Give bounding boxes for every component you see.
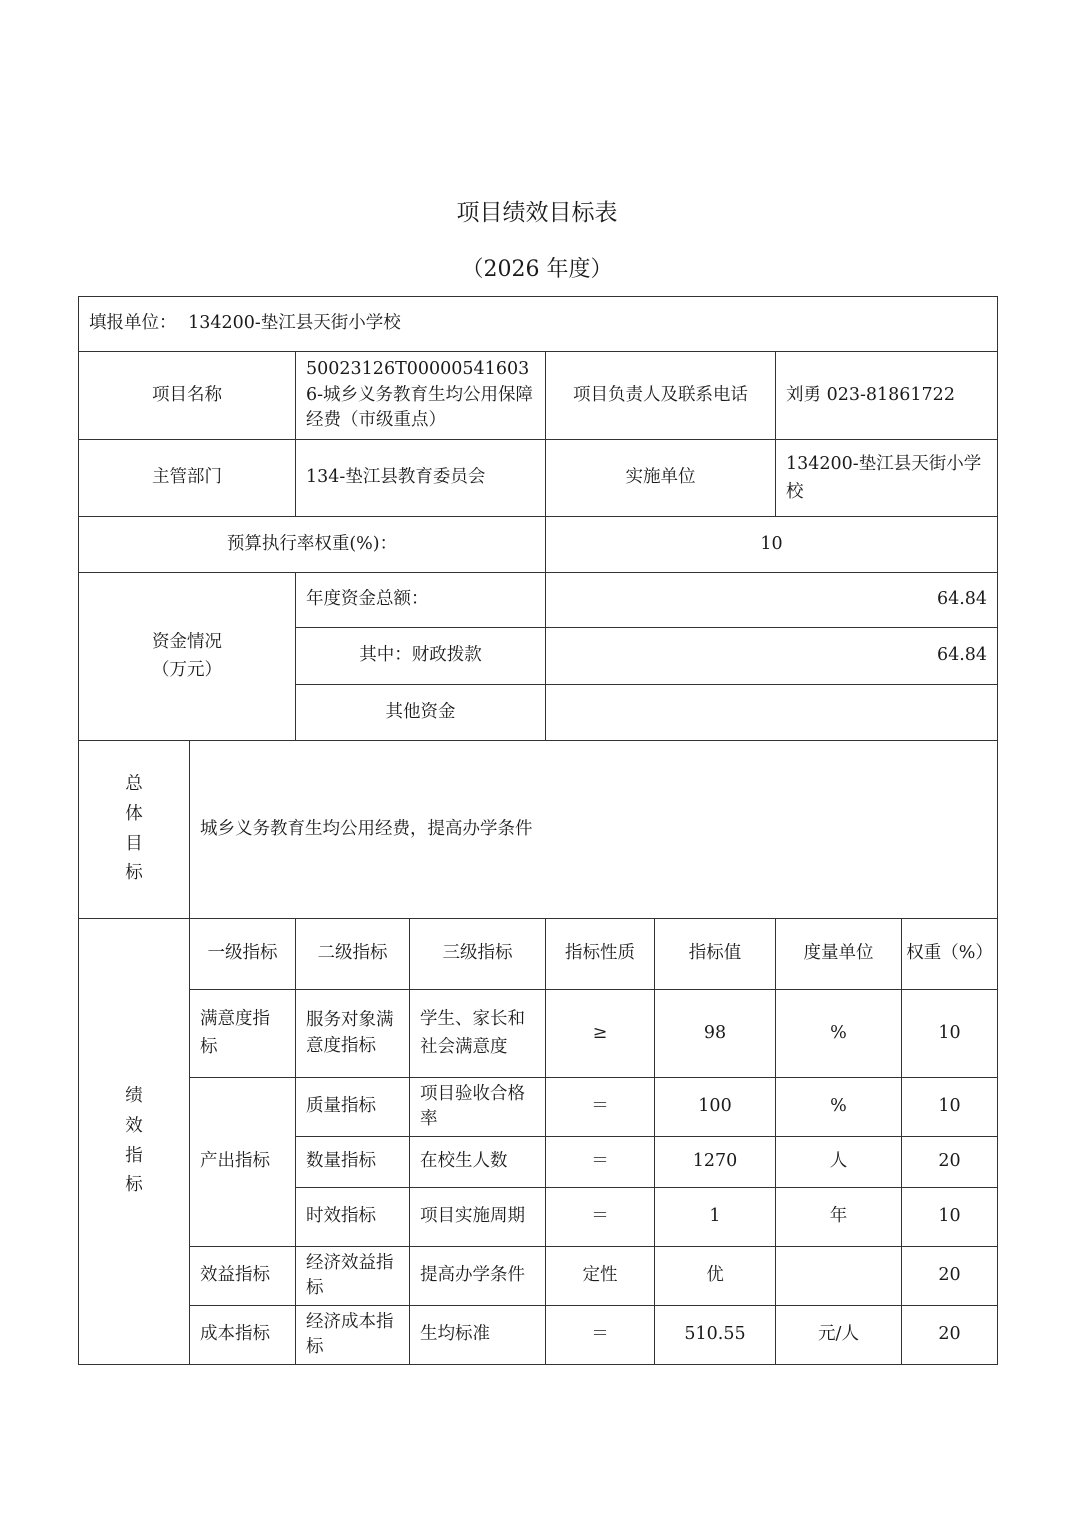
impl-unit-value: 134200-垫江县天街小学校 bbox=[776, 440, 998, 517]
indicator-unit: 元/人 bbox=[776, 1306, 902, 1365]
project-name-row bbox=[79, 352, 998, 440]
indicator-nature: ＝ bbox=[546, 1078, 655, 1137]
indicator-level3: 在校生人数 bbox=[410, 1137, 546, 1188]
overall-goal-row bbox=[79, 741, 998, 919]
funds-total-value: 64.84 bbox=[546, 573, 998, 628]
indicator-value: 优 bbox=[655, 1247, 776, 1306]
indicator-level2: 服务对象满意度指标 bbox=[296, 990, 410, 1078]
funds-total-row bbox=[79, 573, 998, 628]
indicators-label-char: 标 bbox=[125, 1175, 143, 1196]
indicators-label bbox=[79, 919, 190, 1365]
indicator-weight: 20 bbox=[902, 1247, 998, 1306]
project-contact-value: 刘勇 023-81861722 bbox=[776, 352, 998, 440]
indicator-row bbox=[79, 1078, 998, 1137]
indicator-unit: 年 bbox=[776, 1188, 902, 1247]
funds-label: 资金情况 bbox=[152, 632, 222, 653]
report-unit-value: 134200-垫江县天街小学校 bbox=[188, 313, 401, 334]
indicators-label-char: 指 bbox=[125, 1145, 143, 1166]
group-cost: 成本指标 bbox=[190, 1306, 296, 1365]
performance-target-table bbox=[78, 296, 998, 1365]
indicator-nature: ＝ bbox=[546, 1306, 655, 1365]
budget-rate-label: 预算执行率权重(%)： bbox=[79, 517, 546, 573]
overall-goal-label bbox=[79, 741, 190, 919]
indicator-level3: 项目实施周期 bbox=[410, 1188, 546, 1247]
dept-label: 主管部门 bbox=[79, 440, 296, 517]
header-level2: 二级指标 bbox=[296, 919, 410, 990]
funds-other-value bbox=[546, 685, 998, 741]
indicator-level2: 质量指标 bbox=[296, 1078, 410, 1137]
report-unit-row bbox=[79, 297, 998, 352]
budget-rate-value: 10 bbox=[546, 517, 998, 573]
indicator-level3: 生均标准 bbox=[410, 1306, 546, 1365]
header-nature: 指标性质 bbox=[546, 919, 655, 990]
indicator-unit: 人 bbox=[776, 1137, 902, 1188]
indicator-header-row bbox=[79, 919, 998, 990]
funds-other-label: 其他资金 bbox=[296, 685, 546, 741]
report-unit-cell bbox=[79, 297, 998, 352]
project-contact-label: 项目负责人及联系电话 bbox=[546, 352, 776, 440]
indicator-nature: 定性 bbox=[546, 1247, 655, 1306]
indicator-row bbox=[79, 1247, 998, 1306]
header-weight: 权重（%） bbox=[902, 919, 998, 990]
indicator-value: 1 bbox=[655, 1188, 776, 1247]
dept-value: 134-垫江县教育委员会 bbox=[296, 440, 546, 517]
overall-goal-char: 标 bbox=[125, 863, 143, 884]
funds-fiscal-value: 64.84 bbox=[546, 628, 998, 685]
indicator-unit bbox=[776, 1247, 902, 1306]
indicator-nature: ＝ bbox=[546, 1188, 655, 1247]
overall-goal-char: 目 bbox=[125, 833, 143, 854]
header-level1: 一级指标 bbox=[190, 919, 296, 990]
indicator-level3: 项目验收合格率 bbox=[410, 1078, 546, 1137]
funds-unit: （万元） bbox=[152, 659, 222, 680]
indicator-level2: 时效指标 bbox=[296, 1188, 410, 1247]
indicator-unit: % bbox=[776, 1078, 902, 1137]
indicator-weight: 10 bbox=[902, 990, 998, 1078]
indicator-row bbox=[79, 1306, 998, 1365]
indicator-value: 98 bbox=[655, 990, 776, 1078]
department-row bbox=[79, 440, 998, 517]
group-benefit: 效益指标 bbox=[190, 1247, 296, 1306]
indicator-level3: 提高办学条件 bbox=[410, 1247, 546, 1306]
document-title: 项目绩效目标表 bbox=[456, 200, 618, 226]
indicator-value: 510.55 bbox=[655, 1306, 776, 1365]
indicator-level3: 学生、家长和社会满意度 bbox=[410, 990, 546, 1078]
indicator-level2: 经济成本指标 bbox=[296, 1306, 410, 1365]
indicator-weight: 10 bbox=[902, 1188, 998, 1247]
indicator-nature: ≥ bbox=[546, 990, 655, 1078]
impl-unit-label: 实施单位 bbox=[546, 440, 776, 517]
group-output: 产出指标 bbox=[190, 1078, 296, 1247]
indicator-level2: 经济效益指标 bbox=[296, 1247, 410, 1306]
indicator-level2: 数量指标 bbox=[296, 1137, 410, 1188]
indicator-weight: 10 bbox=[902, 1078, 998, 1137]
overall-goal-char: 体 bbox=[125, 803, 143, 824]
indicators-label-char: 绩 bbox=[125, 1086, 143, 1106]
funds-label-cell bbox=[79, 573, 296, 741]
funds-fiscal-label: 其中：财政拨款 bbox=[296, 628, 546, 685]
indicator-weight: 20 bbox=[902, 1137, 998, 1188]
budget-rate-row bbox=[79, 517, 998, 573]
header-level3: 三级指标 bbox=[410, 919, 546, 990]
document-year: （2026 年度） bbox=[461, 257, 613, 282]
header-value: 指标值 bbox=[655, 919, 776, 990]
overall-goal-text: 城乡义务教育生均公用经费，提高办学条件 bbox=[190, 741, 998, 919]
indicators-label-char: 效 bbox=[125, 1115, 143, 1136]
report-unit-label: 填报单位： bbox=[89, 313, 177, 334]
indicator-value: 1270 bbox=[655, 1137, 776, 1188]
indicator-row bbox=[79, 990, 998, 1078]
project-name-label: 项目名称 bbox=[79, 352, 296, 440]
funds-total-label: 年度资金总额： bbox=[296, 573, 546, 628]
indicator-unit: % bbox=[776, 990, 902, 1078]
group-satisfaction: 满意度指标 bbox=[190, 990, 296, 1078]
overall-goal-char: 总 bbox=[125, 774, 143, 794]
project-name-value: 50023126T000005416036-城乡义务教育生均公用保障经费（市级重点） bbox=[296, 352, 546, 440]
indicator-nature: ＝ bbox=[546, 1137, 655, 1188]
indicator-value: 100 bbox=[655, 1078, 776, 1137]
indicator-weight: 20 bbox=[902, 1306, 998, 1365]
header-unit: 度量单位 bbox=[776, 919, 902, 990]
